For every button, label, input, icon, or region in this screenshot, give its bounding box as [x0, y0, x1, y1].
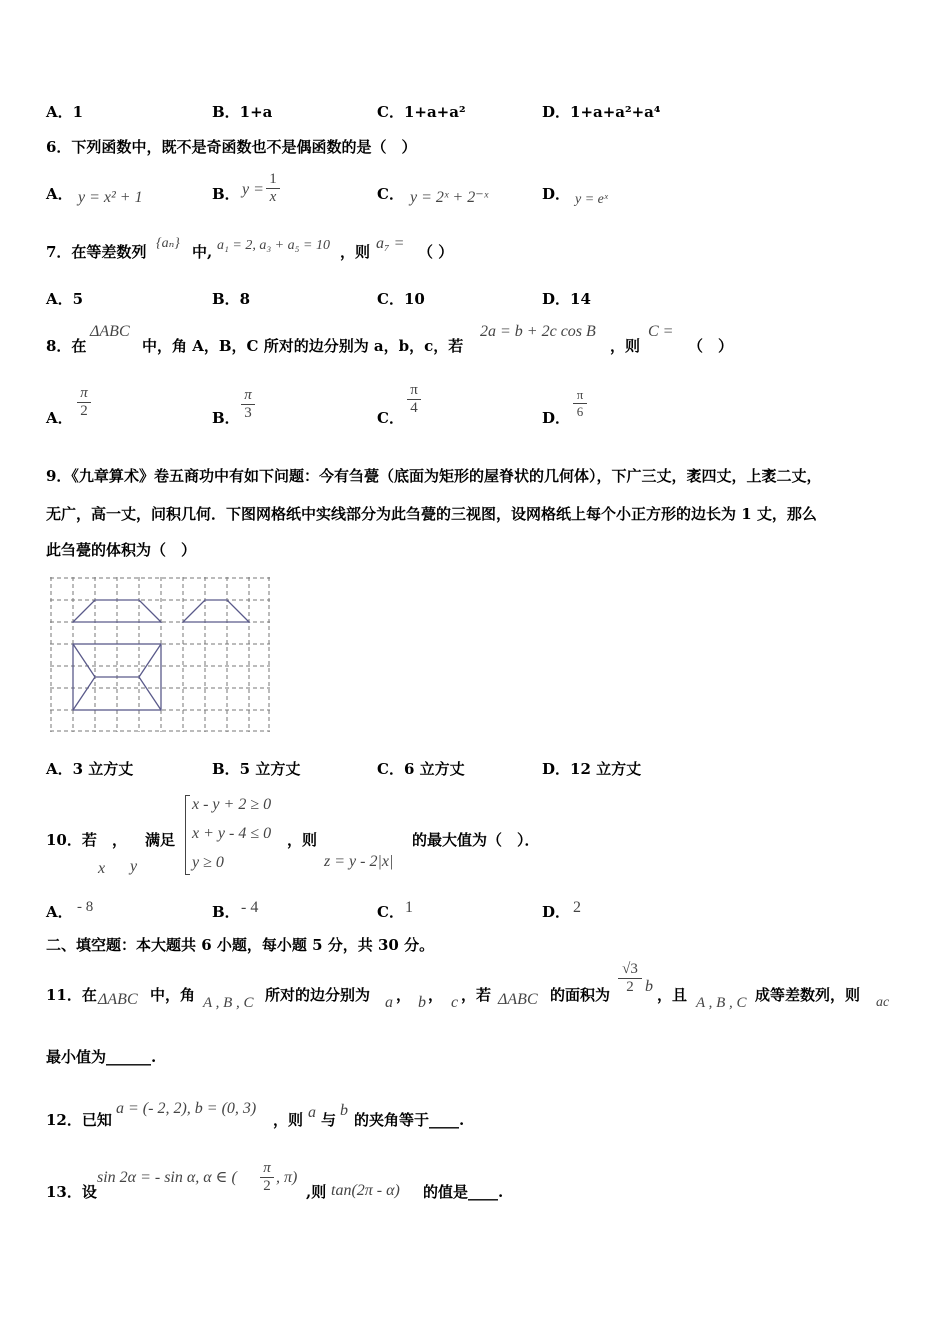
q13-suffix: 的值是____. — [423, 1183, 504, 1201]
q13-expression: tan(2π - α) — [331, 1182, 400, 1199]
q6-option-a-label: A． — [46, 185, 73, 203]
q10-condition-word: 满足 — [145, 831, 176, 849]
q6-option-c-label: C． — [377, 185, 404, 203]
q10-option-d-label: D． — [542, 903, 571, 921]
q7-mid: 中, — [192, 243, 213, 261]
q8-option-b-den: 3 — [241, 404, 255, 422]
q9-option-b: B．5 立方丈 — [212, 760, 301, 778]
q10-option-a-label: A． — [46, 903, 73, 921]
q8-option-b-num: π — [244, 387, 252, 403]
q11-side-c: c — [451, 994, 459, 1011]
q8-option-d-label: D． — [542, 409, 571, 427]
q10-var-y: y — [130, 858, 138, 875]
q12-mid: ，则 — [273, 1111, 304, 1129]
q10-system-brace — [185, 795, 190, 875]
q6-option-b-label: B． — [212, 185, 240, 203]
q11-side-b: b — [418, 994, 426, 1011]
q6-option-b-numerator: 1 — [269, 171, 277, 187]
q7-option-d: D．14 — [542, 290, 591, 308]
q11-side-a: a — [385, 994, 393, 1011]
q11-ac: ac — [876, 995, 890, 1010]
q6-option-d-label: D． — [542, 185, 571, 203]
q6-option-d-formula: y = eˣ — [575, 192, 608, 207]
q13-equation-end: , π) — [276, 1169, 298, 1186]
q8-option-c-den: 4 — [407, 399, 421, 417]
q11-area-numerator: √3 — [622, 961, 638, 977]
q11-area-denominator: 2 — [618, 978, 642, 996]
q7-option-a: A．5 — [46, 290, 84, 308]
q5-option-d: D．1+a+a²+a⁴ — [542, 103, 661, 121]
q7-target: a₇ = — [376, 235, 405, 252]
q11-triangle: ΔABC — [98, 991, 138, 1008]
q7-sequence: {aₙ} — [156, 236, 180, 251]
q11-triangle-2: ΔABC — [498, 991, 538, 1008]
q11-angles: A , B , C — [203, 995, 254, 1011]
q13-prefix: 13．设 — [46, 1183, 97, 1201]
q7-paren: （ ） — [418, 243, 454, 261]
q12-vector-b: b — [340, 1102, 348, 1119]
q8-option-a-den: 2 — [77, 402, 91, 420]
q13-equation: sin 2α = - sin α, α ∈ ( — [97, 1169, 237, 1186]
q12-vectors: a = (- 2, 2), b = (0, 3) — [116, 1100, 257, 1117]
q7-then: ，则 — [340, 243, 371, 261]
q10-option-c-label: C． — [377, 903, 404, 921]
q6-option-b-denominator: x — [266, 188, 280, 206]
q11-mid4: 的面积为 — [550, 986, 611, 1004]
q11-area-fraction — [618, 961, 642, 996]
q10-inequality-1: x - y + 2 ≥ 0 — [192, 796, 272, 813]
q10-suffix: 的最大值为（ ）． — [412, 831, 540, 849]
q10-option-d-value: 2 — [573, 899, 581, 916]
q9-line1: 9．《九章算术》卷五商功中有如下问题：今有刍甍（底面为矩形的屋脊状的几何体），下广三丈，袤四丈，上袤二丈， — [46, 467, 822, 485]
q7-condition: a₁ = 2, a₃ + a₅ = 10 — [217, 238, 330, 253]
q6-option-b-lhs: y = — [242, 181, 264, 198]
q10-option-c-value: 1 — [405, 899, 413, 916]
q7-prefix: 7．在等差数列 — [46, 243, 147, 261]
q6-option-c-formula: y = 2ˣ + 2⁻ˣ — [410, 189, 489, 206]
q8-option-d-num: π — [576, 387, 584, 402]
q10-option-a-value: - 8 — [77, 899, 94, 915]
q10-option-b-label: B． — [212, 903, 240, 921]
q6-stem: 6．下列函数中，既不是奇函数也不是偶函数的是（ ） — [46, 138, 417, 156]
q11-sep1: ， — [396, 986, 412, 1004]
q11-mid2: 所对的边分别为 — [265, 986, 371, 1004]
q13-interval-den: 2 — [260, 1177, 274, 1195]
q11-sep2: ， — [428, 986, 444, 1004]
q10-var-x: x — [98, 860, 106, 877]
q6-option-a-formula: y = x² + 1 — [78, 189, 143, 206]
q8-option-b-label: B． — [212, 409, 240, 427]
q5-option-a: A．1 — [46, 103, 84, 121]
q9-option-c: C．6 立方丈 — [377, 760, 465, 778]
q9-line2: 无广，高一丈，问积几何．下图网格纸中实线部分为此刍甍的三视图，设网格纸上每个小正方形的边长为 1 丈，那么 — [46, 505, 817, 523]
q8-prefix: 8．在 — [46, 337, 87, 355]
q12-suffix: 的夹角等于____. — [354, 1111, 465, 1129]
q8-option-c-num: π — [410, 382, 418, 398]
q10-inequality-3: y ≥ 0 — [192, 854, 224, 871]
q8-target: C = — [648, 323, 674, 340]
q10-prefix: 10．若 — [46, 831, 97, 849]
q13-interval-num: π — [263, 1160, 271, 1176]
q13-then: ,则 — [306, 1183, 327, 1201]
q6-option-b-fraction — [266, 171, 280, 206]
q9-option-d: D．12 立方丈 — [542, 760, 642, 778]
q10-comma: ， — [112, 831, 128, 849]
q8-option-c-label: C． — [377, 409, 404, 427]
q8-option-d-den: 6 — [573, 403, 587, 420]
q10-expression: z = y - 2|x| — [324, 853, 394, 870]
q11-prefix: 11．在 — [46, 986, 97, 1004]
q8-condition: 2a = b + 2c cos B — [480, 323, 596, 340]
q11-area-b: b — [645, 978, 653, 995]
three-view-grid-figure — [50, 577, 272, 733]
q11-mid5: ，且 — [657, 986, 688, 1004]
q7-option-b: B．8 — [212, 290, 251, 308]
q8-option-a-fraction — [77, 385, 91, 420]
q11-angles-2: A , B , C — [696, 995, 747, 1011]
q8-option-d-fraction — [573, 387, 587, 420]
q10-inequality-2: x + y - 4 ≤ 0 — [192, 825, 272, 842]
q9-option-a: A．3 立方丈 — [46, 760, 134, 778]
section-2-heading: 二、填空题：本大题共 6 小题，每小题 5 分，共 30 分。 — [46, 936, 435, 954]
q8-mid: 中，角 A，B，C 所对的边分别为 a，b，c，若 — [142, 337, 464, 355]
q11-mid1: 中，角 — [150, 986, 196, 1004]
q10-option-b-value: - 4 — [241, 899, 259, 916]
q8-triangle: ΔABC — [90, 323, 130, 340]
q12-and: 与 — [321, 1111, 337, 1129]
q8-then: ，则 — [610, 337, 641, 355]
q10-then: ，则 — [287, 831, 318, 849]
q5-option-b: B．1+a — [212, 103, 273, 121]
q8-option-b-fraction — [241, 387, 255, 422]
q11-line2: 最小值为______. — [46, 1048, 157, 1066]
q11-mid6: 成等差数列，则 — [755, 986, 861, 1004]
q8-paren: （ ） — [688, 337, 734, 355]
q12-vector-a: a — [308, 1104, 316, 1121]
q12-prefix: 12．已知 — [46, 1111, 112, 1129]
q11-mid3: ，若 — [461, 986, 492, 1004]
q7-option-c: C．10 — [377, 290, 425, 308]
q8-option-a-label: A． — [46, 409, 73, 427]
q5-option-c: C．1+a+a² — [377, 103, 466, 121]
q13-interval-fraction — [260, 1160, 274, 1195]
q9-line3: 此刍甍的体积为（ ） — [46, 541, 197, 559]
q8-option-a-num: π — [80, 385, 88, 401]
q8-option-c-fraction — [407, 382, 421, 417]
